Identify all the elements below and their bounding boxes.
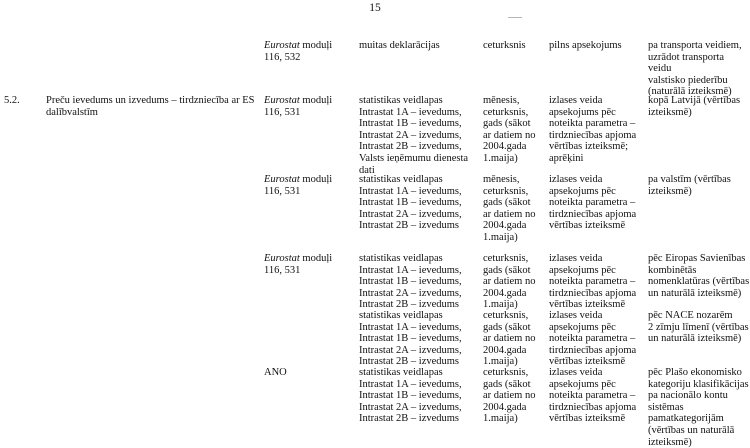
source-rest: moduļi 116, 531	[264, 95, 333, 118]
data-breakdown: pēc Plašo ekonomisko kategoriju klasifikācijas pa nacionālo kontu sistēmas pamatkategorijām (vērtības un naturālā izteiksmē)	[648, 367, 749, 448]
periodicity: ceturksnis, gads (sākot ar datiem no 2004.gada 1.maija)	[483, 253, 536, 311]
page-number: 15	[369, 2, 381, 14]
data-source	[264, 253, 354, 276]
source-italic: Eurostat	[264, 40, 300, 51]
collection-method: statistikas veidlapas Intrastat 1A – ievedums, Intrastat 1B – ievedums, Intrastat 2A – izvedums, Intrastat 2B – izvedums	[359, 253, 462, 311]
survey-coverage: izlases veida apsekojums pēc noteikta parametra – tirdzniecības apjoma vērtības izteiksmē	[549, 310, 637, 368]
survey-coverage: izlases veida apsekojums pēc noteikta parametra – tirdzniecības apjoma vērtības izteiksmē	[549, 367, 637, 425]
header-mark	[508, 17, 522, 18]
data-breakdown: kopā Latvijā (vērtības izteiksmē)	[648, 95, 741, 118]
collection-method: statistikas veidlapas Intrastat 1A – ievedums, Intrastat 1B – ievedums, Intrastat 2A – izvedums, Intrastat 2B – izvedums	[359, 367, 462, 425]
source-rest: moduļi 116, 532	[264, 40, 333, 63]
data-breakdown: pēc Eiropas Savienības kombinētās nomenklatūras (vērtības un naturālā izteiksmē)	[648, 253, 750, 299]
source-italic: Eurostat	[264, 95, 300, 106]
data-source	[264, 174, 354, 197]
indicator-name: Preču ievedums un izvedums – tirdzniecība ar ES dalībvalstīm	[46, 95, 255, 118]
collection-method: muitas deklarācijas	[359, 40, 440, 51]
source-rest: moduļi 116, 531	[264, 174, 333, 197]
item-number: 5.2.	[4, 95, 20, 106]
periodicity: ceturksnis, gads (sākot ar datiem no 2004.gada 1.maija)	[483, 367, 536, 425]
data-breakdown: pēc NACE nozarēm 2 zīmju līmenī (vērtības un naturālā izteiksmē)	[648, 310, 749, 345]
data-source	[264, 95, 354, 118]
survey-coverage: izlases veida apsekojums pēc noteikta parametra – tirdzniecības apjoma vērtības izteiksmē	[549, 174, 637, 232]
periodicity: mēnesis, ceturksnis, gads (sākot ar datiem no 2004.gada 1.maija)	[483, 174, 536, 243]
periodicity: ceturksnis, gads (sākot ar datiem no 2004.gada 1.maija)	[483, 310, 536, 368]
data-breakdown: pa valstīm (vērtības izteiksmē)	[648, 174, 731, 197]
data-source: ANO	[264, 367, 287, 378]
collection-method: statistikas veidlapas Intrastat 1A – ievedums, Intrastat 1B – ievedums, Intrastat 2A – izvedums, Intrastat 2B – izvedums	[359, 310, 462, 368]
data-source	[264, 40, 354, 63]
source-rest: moduļi 116, 531	[264, 253, 333, 276]
periodicity: ceturksnis	[483, 40, 526, 51]
periodicity: mēnesis, ceturksnis, gads (sākot ar datiem no 2004.gada 1.maija)	[483, 95, 536, 164]
survey-coverage: izlases veida apsekojums pēc noteikta parametra – tirdzniecības apjoma vērtības izteiksmē	[549, 253, 637, 311]
source-italic: Eurostat	[264, 174, 300, 185]
data-breakdown: pa transporta veidiem, uzrādot transporta veidu valstisko piederību (naturālā izteiksmē)	[648, 40, 742, 98]
survey-coverage: pilns apsekojums	[549, 40, 622, 51]
collection-method: statistikas veidlapas Intrastat 1A – ievedums, Intrastat 1B – ievedums, Intrastat 2A – izvedums, Intrastat 2B – izvedums	[359, 174, 462, 232]
survey-coverage: izlases veida apsekojums pēc noteikta parametra – tirdzniecības apjoma vērtības izteiksmē; aprēķini	[549, 95, 637, 164]
collection-method: statistikas veidlapas Intrastat 1A – ievedums, Intrastat 1B – ievedums, Intrastat 2A – izvedums, Intrastat 2B – izvedums, Valsts ieņēmumu dienesta dati	[359, 95, 469, 176]
source-italic: Eurostat	[264, 253, 300, 264]
